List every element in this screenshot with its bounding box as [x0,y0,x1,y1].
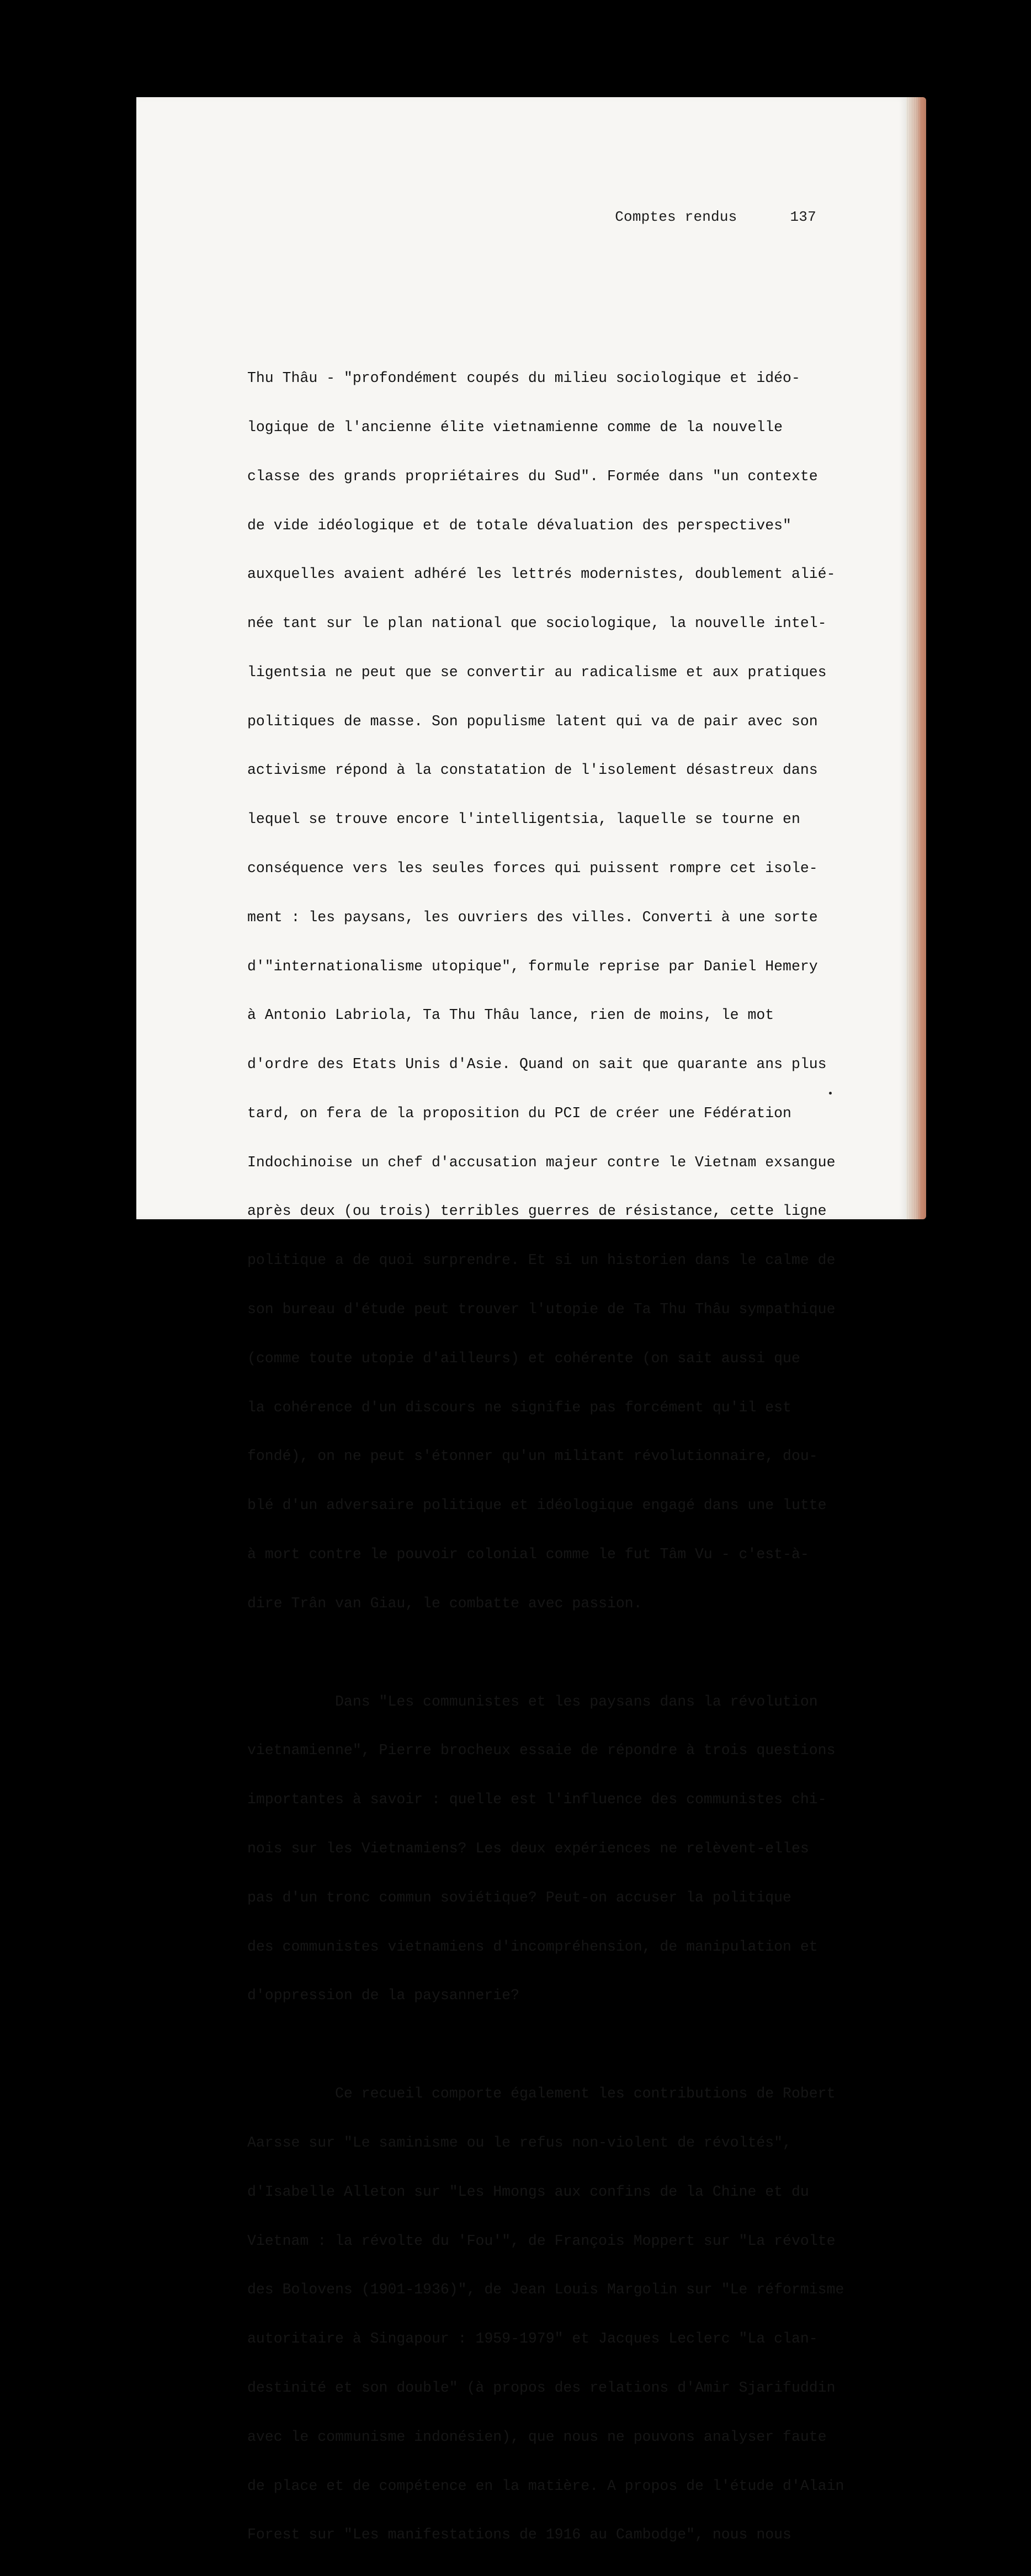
text-line: de place et de compétence en la matière. A propos de l'étude d'Alain [247,2477,844,2494]
text-line: nois sur les Vietnamiens? Les deux expériences ne relèvent-elles [247,1840,809,1857]
paragraph-3 [247,2053,844,2576]
text-line: logique de l'ancienne élite vietnamienne comme de la nouvelle [247,418,783,435]
text-line: importantes à savoir : quelle est l'influence des communistes chi- [247,1791,827,1808]
text-line: Indochinoise un chef d'accusation majeur contre le Vietnam exsangue [247,1154,836,1171]
text-line: auxquelles avaient adhéré les lettrés modernistes, doublement alié- [247,566,836,583]
text-line: Ce recueil comporte également les contributions de Robert [247,2085,836,2102]
book-page [136,97,906,2543]
text-line: blé d'un adversaire politique et idéologique engagé dans une lutte [247,1497,827,1514]
text-line: des Bolovens (1901-1936)", de Jean Louis Margolin sur "Le réformisme [247,2281,844,2298]
text-line: ment : les paysans, les ouvriers des villes. Converti à une sorte [247,909,818,926]
body-text [247,338,844,2576]
text-line: d'ordre des Etats Unis d'Asie. Quand on sait que quarante ans plus [247,1056,827,1073]
page-edge-lines [905,97,922,1219]
text-line: avec le communisme indonésien), que nous ne pouvons analyser faute [247,2428,827,2445]
text-line: vietnamienne", Pierre brocheux essaie de répondre à trois questions [247,1742,836,1759]
text-line: Thu Thâu - "profondément coupés du milieu sociologique et idéo- [247,370,800,387]
text-line: autoritaire à Singapour : 1959-1979" et Jacques Leclerc "La clan- [247,2330,818,2347]
text-line: ligentsia ne peut que se convertir au radicalisme et aux pratiques [247,663,827,681]
text-line: la cohérence d'un discours ne signifie pas forcément qu'il est [247,1399,791,1416]
text-line: d'Isabelle Alleton sur "Les Hmongs aux confins de la Chine et du [247,2183,809,2200]
text-line: son bureau d'étude peut trouver l'utopie de Ta Thu Thâu sympathique [247,1301,836,1318]
text-line: dire Trân van Giau, le combatte avec passion. [247,1595,642,1612]
text-line: pas d'un tronc commun soviétique? Peut-on accuser la politique [247,1889,791,1906]
text-line: Forest sur "Les manifestations de 1916 au Cambodge", nous nous [247,2526,791,2543]
text-line: activisme répond à la constatation de l'isolement désastreux dans [247,762,818,779]
text-line: de vide idéologique et de totale dévaluation des perspectives" [247,517,791,534]
text-line: Aarsse sur "Le saminisme ou le refus non-violent de révoltés", [247,2134,791,2152]
text-line: Vietnam : la révolte du 'Fou'", de François Moppert sur "La révolte [247,2232,836,2249]
text-line: d'"internationalisme utopique", formule reprise par Daniel Hemery [247,958,818,975]
paragraph-2 [247,1661,836,2037]
text-line: Dans "Les communistes et les paysans dans la révolution [247,1693,818,1710]
running-head-title: Comptes rendus [615,209,737,225]
text-line: fondé), on ne peut s'étonner qu'un militant révolutionnaire, dou- [247,1448,818,1465]
text-line: classe des grands propriétaires du Sud". Formée dans "un contexte [247,468,818,485]
text-line: politiques de masse. Son populisme latent qui va de pair avec son [247,713,818,730]
text-line: destinité et son double" (à propos des relations d'Amir Sjarifuddin [247,2380,836,2397]
text-line: politique a de quoi surprendre. Et si un historien dans le calme de [247,1252,836,1269]
text-line: conséquence vers les seules forces qui puissent rompre cet isole- [247,860,818,877]
text-line: à Antonio Labriola, Ta Thu Thâu lance, rien de moins, le mot [247,1007,774,1024]
page-number: 137 [790,209,816,225]
text-line: tard, on fera de la proposition du PCI de créer une Fédération [247,1104,791,1122]
text-line: lequel se trouve encore l'intelligentsia, laquelle se tourne en [247,811,800,828]
paragraph-1 [247,338,836,1645]
running-head [580,192,816,242]
text-line: après deux (ou trois) terribles guerres de résistance, cette ligne [247,1203,827,1220]
margin-dot [829,1092,832,1095]
text-line: née tant sur le plan national que sociologique, la nouvelle intel- [247,615,827,632]
text-line: à mort contre le pouvoir colonial comme le fut Tâm Vu - c'est-à- [247,1545,809,1563]
text-line: (comme toute utopie d'ailleurs) et cohérente (on sait aussi que [247,1350,800,1367]
text-line: des communistes vietnamiens d'incompréhension, de manipulation et [247,1938,818,1955]
text-line: d'oppression de la paysannerie? [247,1987,519,2004]
